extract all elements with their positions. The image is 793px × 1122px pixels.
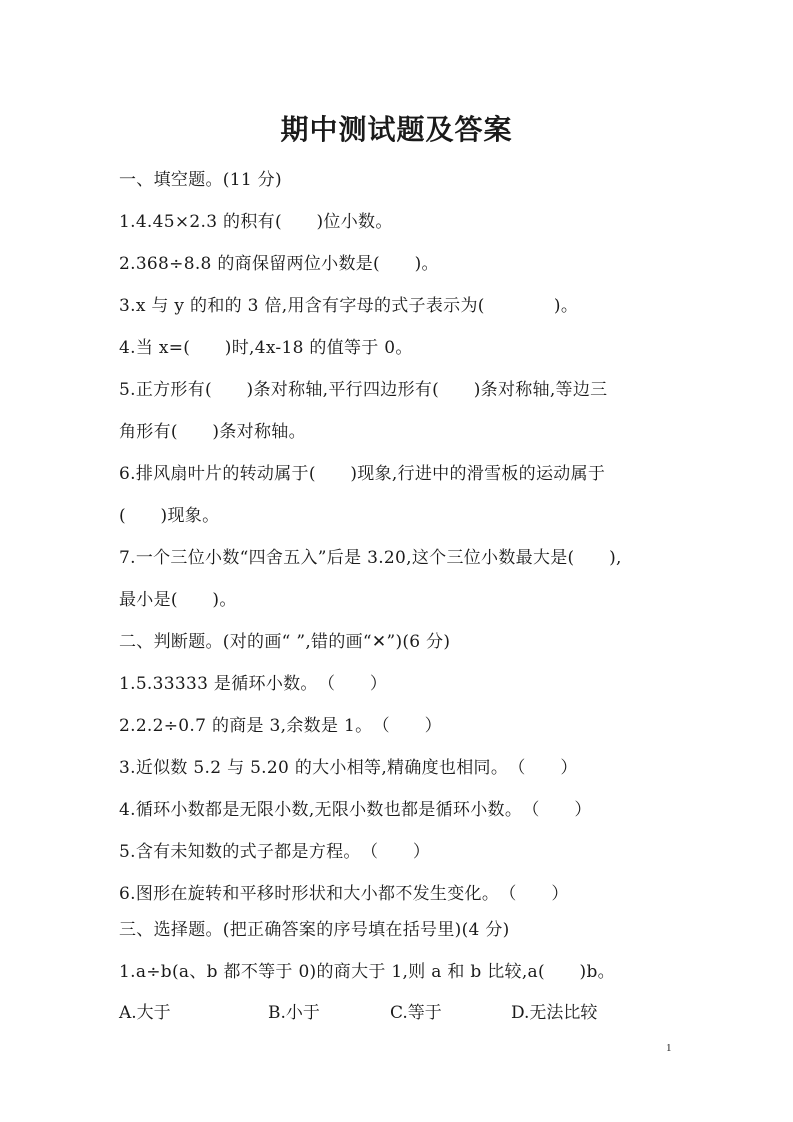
question-fill-6-line-2: ( )现象。 <box>119 506 220 526</box>
option-d: D.无法比较 <box>511 1003 598 1023</box>
option-c: C.等于 <box>390 1003 442 1023</box>
question-fill-6-line-1: 6.排风扇叶片的转动属于( )现象,行进中的滑雪板的运动属于 <box>119 464 606 484</box>
question-fill-1: 1.4.45×2.3 的积有( )位小数。 <box>119 212 393 232</box>
option-b: B.小于 <box>268 1003 320 1023</box>
question-tf-2: 2.2.2÷0.7 的商是 3,余数是 1。 （ ） <box>119 716 442 736</box>
question-tf-3: 3.近似数 5.2 与 5.20 的大小相等,精确度也相同。 （ ） <box>119 758 578 778</box>
question-fill-7-line-2: 最小是( )。 <box>119 590 237 610</box>
section-heading-fill-blank: 一、填空题。(11 分) <box>119 170 282 190</box>
question-fill-3: 3.x 与 y 的和的 3 倍,用含有字母的式子表示为( )。 <box>119 296 579 316</box>
question-fill-2: 2.368÷8.8 的商保留两位小数是( )。 <box>119 254 439 274</box>
section-heading-choice: 三、选择题。(把正确答案的序号填在括号里)(4 分) <box>119 920 510 940</box>
option-a: A.大于 <box>119 1003 171 1023</box>
page-title: 期中测试题及答案 <box>280 113 513 146</box>
question-tf-6: 6.图形在旋转和平移时形状和大小都不发生变化。 （ ） <box>119 884 569 904</box>
page-number: 1 <box>666 1042 672 1054</box>
question-tf-4: 4.循环小数都是无限小数,无限小数也都是循环小数。 （ ） <box>119 800 592 820</box>
question-choice-1: 1.a÷b(a、b 都不等于 0)的商大于 1,则 a 和 b 比较,a( )b。 <box>119 962 615 982</box>
question-fill-4: 4.当 x=( )时,4x-18 的值等于 0。 <box>119 338 413 358</box>
question-tf-5: 5.含有未知数的式子都是方程。 （ ） <box>119 842 431 862</box>
question-fill-7-line-1: 7.一个三位小数“四舍五入”后是 3.20,这个三位小数最大是( ), <box>119 548 622 568</box>
question-tf-1: 1.5.33333 是循环小数。 （ ） <box>119 674 388 694</box>
question-fill-5-line-1: 5.正方形有( )条对称轴,平行四边形有( )条对称轴,等边三 <box>119 380 608 400</box>
question-fill-5-line-2: 角形有( )条对称轴。 <box>119 422 306 442</box>
section-heading-true-false: 二、判断题。(对的画“ ”,错的画“✕”)(6 分) <box>119 632 451 652</box>
